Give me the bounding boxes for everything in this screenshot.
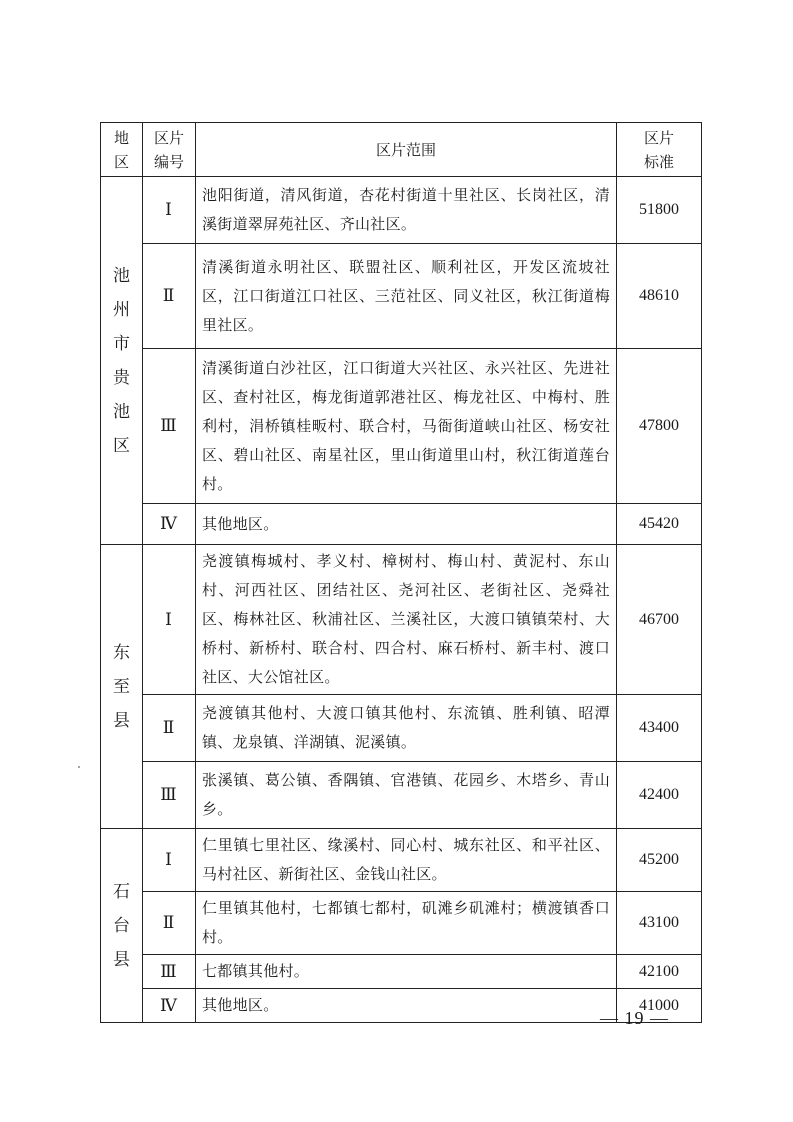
header-standard-line: 标准 [643,152,674,171]
zone-range: 池阳街道，清风街道，杏花村街道十里社区、长岗社区，清溪街道翠屏苑社区、齐山社区。 [196,177,617,244]
zone-code: Ⅰ [143,545,196,695]
region-char: 县 [113,710,130,731]
region-char: 石 [113,881,130,902]
header-region [101,123,143,177]
table-row [101,244,702,349]
scan-speck [78,766,80,768]
region-char: 东 [113,642,130,663]
page-number: — 19 — [600,1008,669,1028]
zone-standard: 42100 [617,955,702,989]
header-region-line: 区 [113,152,129,171]
header-zone-range: 区片范围 [196,123,617,177]
zone-code: Ⅰ [143,829,196,892]
zone-range: 仁里镇其他村，七都镇七都村，矶滩乡矶滩村；横渡镇香口村。 [196,892,617,955]
zone-code: Ⅱ [143,244,196,349]
region-char: 池 [113,401,130,422]
zone-code: Ⅰ [143,177,196,244]
region-char: 州 [113,299,130,320]
region-guichi [101,177,143,545]
region-char: 市 [113,333,130,354]
table-row [101,829,702,892]
zone-standard: 45420 [617,504,702,545]
header-code-line: 区片 [153,128,184,147]
zone-code: Ⅲ [143,955,196,989]
zone-standard: 43400 [617,695,702,762]
region-char: 区 [113,435,130,456]
zone-range: 清溪街道白沙社区，江口街道大兴社区、永兴社区、先进社区、查村社区，梅龙街道郭港社区、梅龙社区、中梅村、胜利村，涓桥镇桂畈村、联合村，马衙街道峡山社区、杨安社区、碧山社区、南星社区，里山街道里山村，秋江街道莲台村。 [196,349,617,504]
header-region-line: 地 [113,128,129,147]
zone-standard: 45200 [617,829,702,892]
zone-code: Ⅳ [143,504,196,545]
zone-range: 其他地区。 [196,989,617,1023]
zone-range: 尧渡镇梅城村、孝义村、樟树村、梅山村、黄泥村、东山村、河西社区、团结社区、尧河社区、老街社区、尧舜社区、梅林社区、秋浦社区、兰溪社区，大渡口镇镇荣村、大桥村、新桥村、联合村、四合村、麻石桥村、新丰村、渡口社区、大公馆社区。 [196,545,617,695]
table-row [101,695,702,762]
land-price-zone-table [100,122,702,1023]
zone-standard: 48610 [617,244,702,349]
region-char: 县 [113,949,130,970]
zone-code: Ⅳ [143,989,196,1023]
zone-code: Ⅱ [143,695,196,762]
table-row [101,892,702,955]
zone-range: 其他地区。 [196,504,617,545]
zone-code: Ⅲ [143,349,196,504]
zone-range: 清溪街道永明社区、联盟社区、顺利社区，开发区流坡社区，江口街道江口社区、三范社区、同义社区，秋江街道梅里社区。 [196,244,617,349]
region-char: 贵 [113,367,130,388]
table-header-row [101,123,702,177]
zone-range: 张溪镇、葛公镇、香隅镇、官港镇、花园乡、木塔乡、青山乡。 [196,762,617,829]
header-zone-code [143,123,196,177]
zone-standard: 43100 [617,892,702,955]
table-row [101,349,702,504]
zone-standard: 42400 [617,762,702,829]
zone-code: Ⅱ [143,892,196,955]
region-char: 台 [113,915,130,936]
header-zone-standard [617,123,702,177]
zone-standard: 47800 [617,349,702,504]
region-shitai [101,829,143,1023]
header-standard-line: 区片 [643,128,674,147]
header-code-line: 编号 [153,152,184,171]
table-row [101,955,702,989]
zone-standard: 41000 [617,989,702,1023]
region-char: 至 [113,676,130,697]
zone-standard: 46700 [617,545,702,695]
zone-standard: 51800 [617,177,702,244]
zone-range: 仁里镇七里社区、缘溪村、同心村、城东社区、和平社区、马村社区、新街社区、金钱山社区。 [196,829,617,892]
zone-range: 七都镇其他村。 [196,955,617,989]
table-row [101,177,702,244]
table-row [101,762,702,829]
region-dongzhi [101,545,143,829]
zone-range: 尧渡镇其他村、大渡口镇其他村、东流镇、胜利镇、昭潭镇、龙泉镇、洋湖镇、泥溪镇。 [196,695,617,762]
table-row [101,545,702,695]
table-row [101,504,702,545]
region-char: 池 [113,265,130,286]
zone-code: Ⅲ [143,762,196,829]
